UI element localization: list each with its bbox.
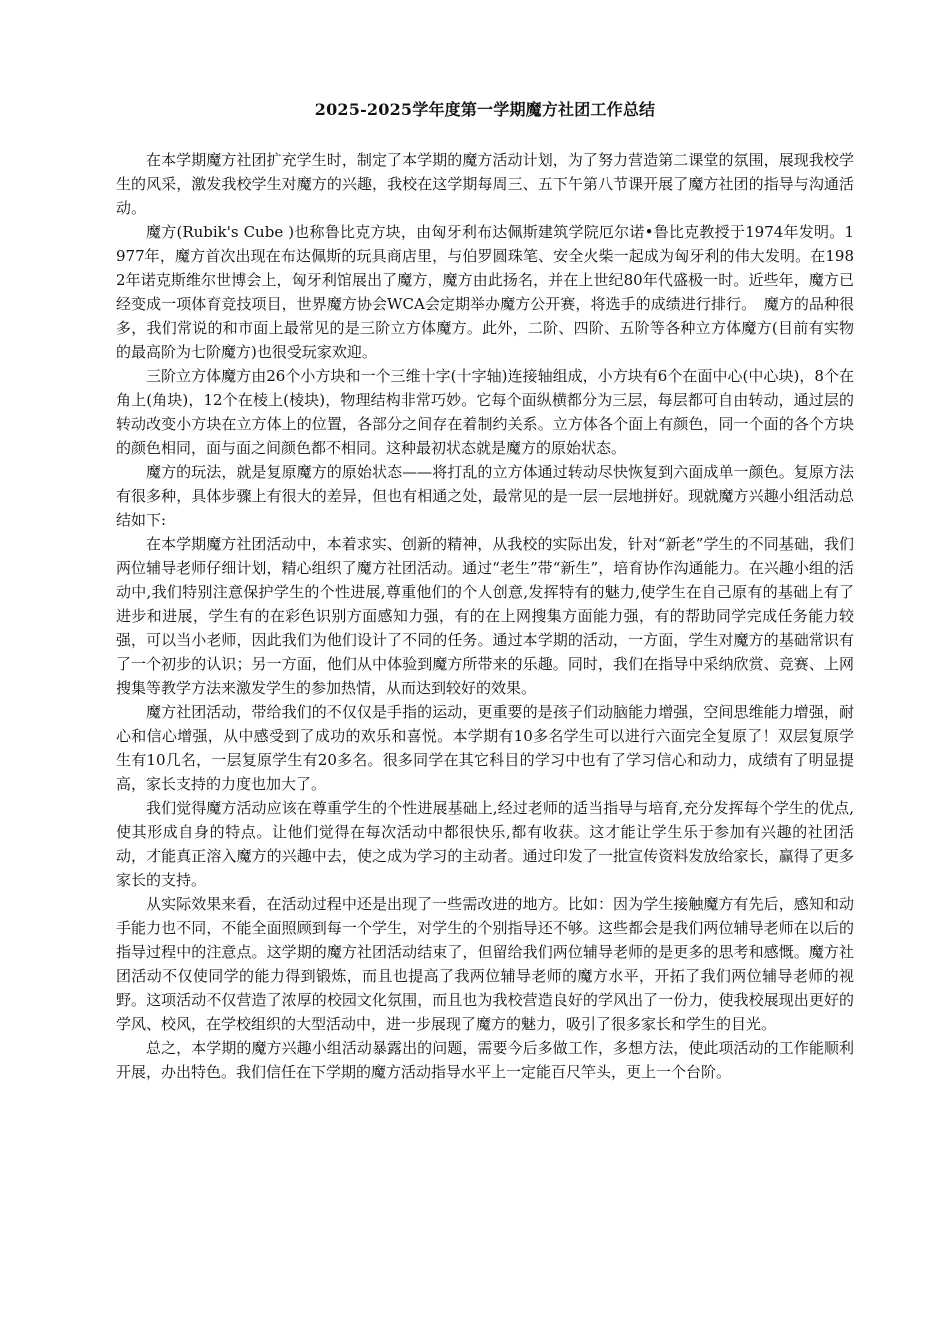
document-page — [116, 98, 854, 1084]
paragraph-conclusion: 总之，本学期的魔方兴趣小组活动暴露出的问题，需要今后多做工作，多想方法，使此项活动的工作能顺利开展，办出特色。我们信任在下学期的魔方活动指导水平上一定能百尺竿头，更上一个台阶。 — [116, 1039, 854, 1081]
paragraph-rubik-history: 魔方(Rubik's Cube )也称鲁比克方块，由匈牙利布达佩斯建筑学院厄尔诺•鲁比克教授于1974年发明。1977年，魔方首次出现在布达佩斯的玩具商店里，与伯罗圆珠笔、安全火柴一起成为匈牙利的伟大发明。在1982年诺克斯维尔世博会上，匈牙利馆展出了魔方，魔方由此扬名，并在上世纪80年代盛极一时。近些年，魔方已经变成一项体育竞技项目，世界魔方协会WCA会定期举办魔方公开赛，将选手的成绩进行排行。 魔方的品种很多，我们常说的和市面上最常见的是三阶立方体魔方。此外，二阶、四阶、五阶等各种立方体魔方(目前有实物的最高阶为七阶魔方)也很受玩家欢迎。 — [116, 223, 854, 361]
paragraph-gameplay: 魔方的玩法，就是复原魔方的原始状态——将打乱的立方体通过转动尽快恢复到六面成单一颜色。复原方法有很多种，具体步骤上有很大的差异，但也有相通之处，最常见的是一层一层地拼好。现就魔方兴趣小组活动总结如下: — [116, 463, 854, 529]
paragraph-philosophy: 我们觉得魔方活动应该在尊重学生的个性进展基础上,经过老师的适当指导与培育,充分发挥每个学生的优点,使其形成自身的特点。让他们觉得在每次活动中都很快乐,都有收获。这才能让学生乐于参加有兴趣的社团活动，才能真正溶入魔方的兴趣中去，使之成为学习的主动者。通过印发了一批宣传资料发放给家长，赢得了更多家长的支持。 — [116, 799, 854, 889]
paragraph-results: 魔方社团活动，带给我们的不仅仅是手指的运动，更重要的是孩子们动脑能力增强，空间思维能力增强，耐心和信心增强，从中感受到了成功的欢乐和喜悦。本学期有10多名学生可以进行六面完全复原了！双层复原学生有10几名，一层复原学生有20多名。很多同学在其它科目的学习中也有了学习信心和动力，成绩有了明显提高，家长支持的力度也加大了。 — [116, 703, 854, 793]
paragraph-cube-structure: 三阶立方体魔方由26个小方块和一个三维十字(十字轴)连接轴组成，小方块有6个在面中心(中心块)，8个在角上(角块)，12个在棱上(棱块)，物理结构非常巧妙。它每个面纵横都分为三层，每层都可自由转动，通过层的转动改变小方块在立方体上的位置，各部分之间存在着制约关系。立方体各个面上有颜色，同一个面的各个方块的颜色相同，面与面之间颜色都不相同。这种最初状态就是魔方的原始状态。 — [116, 367, 854, 457]
document-title: 2025-2025学年度第一学期魔方社团工作总结 — [314, 100, 656, 119]
paragraph-activities: 在本学期魔方社团活动中，本着求实、创新的精神，从我校的实际出发，针对“新老”学生的不同基础，我们两位辅导老师仔细计划，精心组织了魔方社团活动。通过“老生”带“新生”，培育协作沟通能力。在兴趣小组的活动中,我们特别注意保护学生的个性进展,尊重他们的个人创意,发挥特有的魅力,使学生在自己原有的基础上有了进步和进展，学生有的在彩色识别方面感知力强，有的在上网搜集方面能力强，有的帮助同学完成任务能力较强，可以当小老师，因此我们为他们设计了不同的任务。通过本学期的活动，一方面，学生对魔方的基础常识有了一个初步的认识；另一方面，他们从中体验到魔方所带来的乐趣。同时，我们在指导中采纳欣赏、竞赛、上网搜集等教学方法来激发学生的参加热情，从而达到较好的效果。 — [116, 535, 854, 697]
paragraph-intro: 在本学期魔方社团扩充学生时，制定了本学期的魔方活动计划，为了努力营造第二课堂的氛围，展现我校学生的风采，激发我校学生对魔方的兴趣，我校在这学期每周三、五下午第八节课开展了魔方社团的指导与沟通活动。 — [116, 151, 854, 217]
paragraph-improvements: 从实际效果来看，在活动过程中还是出现了一些需改进的地方。比如：因为学生接触魔方有先后，感知和动手能力也不同，不能全面照顾到每一个学生，对学生的个别指导还不够。这些都会是我们两位辅导老师在以后的指导过程中的注意点。这学期的魔方社团活动结束了，但留给我们两位辅导老师的是更多的思考和感慨。魔方社团活动不仅使同学的能力得到锻炼，而且也提高了我两位辅导老师的魔方水平，开拓了我们两位辅导老师的视野。这项活动不仅营造了浓厚的校园文化氛围，而且也为我校营造良好的学风出了一份力，使我校展现出更好的学风、校风，在学校组织的大型活动中，进一步展现了魔方的魅力，吸引了很多家长和学生的目光。 — [116, 895, 854, 1033]
